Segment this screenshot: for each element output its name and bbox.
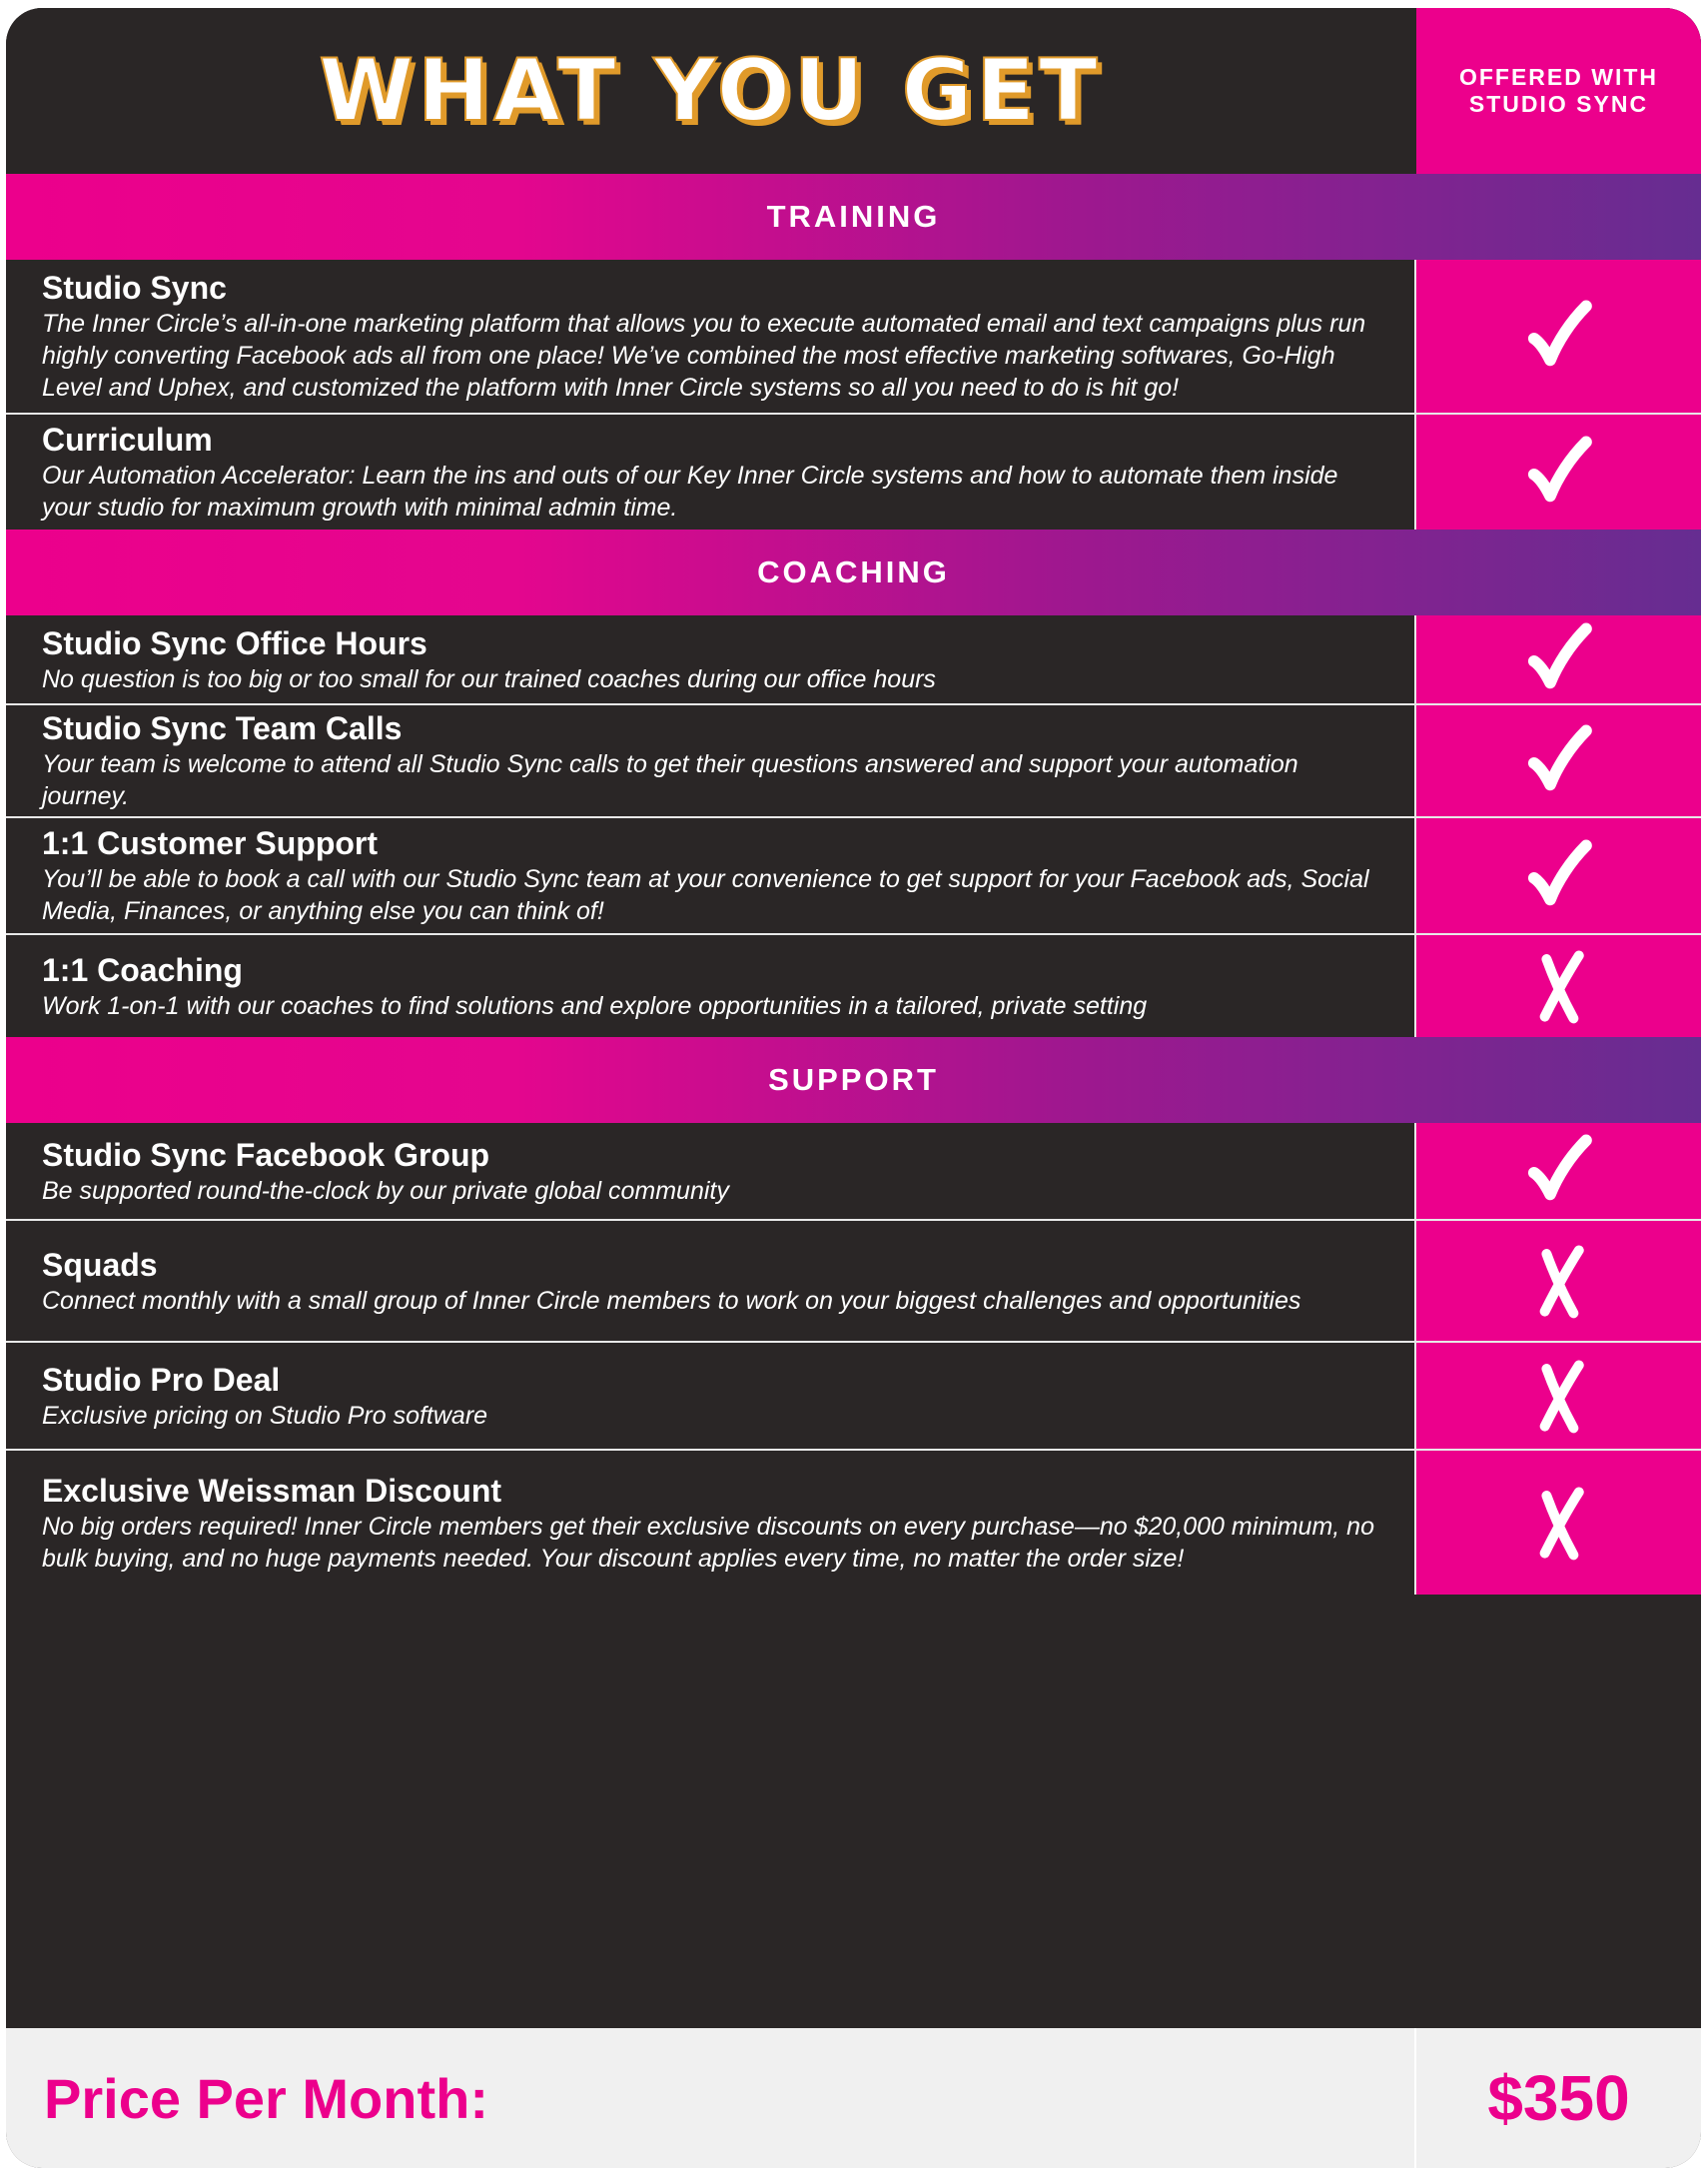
- feature-row: [6, 260, 1701, 413]
- feature-text: [6, 1343, 1414, 1449]
- feature-text: [6, 1221, 1414, 1341]
- feature-row: [6, 705, 1701, 816]
- feature-text: [6, 260, 1414, 413]
- feature-row: [6, 415, 1701, 530]
- feature-text: [6, 705, 1414, 816]
- x-mark-icon: [1416, 1451, 1701, 1595]
- feature-row: [6, 1123, 1701, 1219]
- header: [6, 8, 1701, 174]
- feature-description: No big orders required! Inner Circle members get their exclusive discounts on every purchase—no $20,000 minimum, no bulk buying, and no huge payments needed. Your discount applies every time, no matter the order size!: [42, 1512, 1374, 1573]
- x-mark-icon: [1416, 1343, 1701, 1449]
- section-header-support: SUPPORT: [6, 1037, 1701, 1123]
- feature-row: [6, 1451, 1701, 1595]
- price-value: $350: [1487, 2062, 1630, 2134]
- page-title: WHAT YOU GET: [319, 41, 1102, 141]
- feature-row: [6, 615, 1701, 703]
- feature-title: Studio Sync Office Hours: [42, 624, 427, 661]
- x-mark-icon: [1416, 935, 1701, 1037]
- feature-title: Curriculum: [42, 422, 213, 458]
- offered-column-header: OFFERED WITH STUDIO SYNC: [1416, 8, 1701, 174]
- comparison-card: [6, 8, 1701, 2168]
- feature-description: No question is too big or too small for our trained coaches during our office hours: [42, 664, 936, 693]
- feature-title: Studio Sync: [42, 270, 227, 306]
- feature-description: Your team is welcome to attend all Studio Sync calls to get their questions answered and support your automation journey.: [42, 750, 1298, 810]
- feature-text: [6, 415, 1414, 530]
- feature-description: The Inner Circle’s all-in-one marketing platform that allows you to execute automated email and text campaigns plus run highly converting Facebook ads all from one place! We’ve combined the most effective marketing softwares, Go-High Level and Uphex, and customized the platform with Inner Circle systems so all you need to do is hit go!: [42, 310, 1366, 402]
- feature-title: 1:1 Coaching: [42, 951, 243, 988]
- checkmark-icon: [1416, 1123, 1701, 1219]
- section-header-training: TRAINING: [6, 174, 1701, 260]
- section-header-coaching: COACHING: [6, 530, 1701, 615]
- price-label: Price Per Month:: [44, 2066, 488, 2130]
- feature-row: [6, 818, 1701, 933]
- feature-row: [6, 935, 1701, 1037]
- price-footer: [6, 2028, 1701, 2168]
- feature-description: Connect monthly with a small group of Inner Circle members to work on your biggest challenges and opportunities: [42, 1286, 1301, 1315]
- feature-title: 1:1 Customer Support: [42, 825, 379, 861]
- feature-title: Studio Sync Team Calls: [42, 710, 403, 746]
- checkmark-icon: [1416, 415, 1701, 530]
- feature-title: Exclusive Weissman Discount: [42, 1472, 502, 1509]
- checkmark-icon: [1416, 818, 1701, 933]
- feature-title: Studio Pro Deal: [42, 1361, 281, 1398]
- checkmark-icon: [1416, 705, 1701, 816]
- checkmark-icon: [1416, 260, 1701, 413]
- checkmark-icon: [1416, 615, 1701, 703]
- feature-text: [6, 818, 1414, 933]
- feature-description: Work 1-on-1 with our coaches to find solutions and explore opportunities in a tailored, private setting: [42, 991, 1148, 1020]
- feature-text: [6, 1123, 1414, 1219]
- feature-description: You’ll be able to book a call with our Studio Sync team at your convenience to get support for your Facebook ads, Social Media, Finances, or anything else you can think of!: [42, 865, 1369, 925]
- feature-row: [6, 1221, 1701, 1341]
- feature-description: Exclusive pricing on Studio Pro software: [42, 1401, 488, 1430]
- feature-description: Be supported round-the-clock by our private global community: [42, 1176, 729, 1205]
- feature-text: [6, 1451, 1414, 1595]
- feature-title: Studio Sync Facebook Group: [42, 1136, 490, 1173]
- feature-text: [6, 615, 1414, 703]
- x-mark-icon: [1416, 1221, 1701, 1341]
- footer-column-divider: [1414, 2028, 1416, 2168]
- feature-description: Our Automation Accelerator: Learn the ins and outs of our Key Inner Circle systems and how to automate them inside your studio for maximum growth with minimal admin time.: [42, 462, 1338, 522]
- feature-title: Squads: [42, 1246, 158, 1283]
- feature-text: [6, 935, 1414, 1037]
- feature-row: [6, 1343, 1701, 1449]
